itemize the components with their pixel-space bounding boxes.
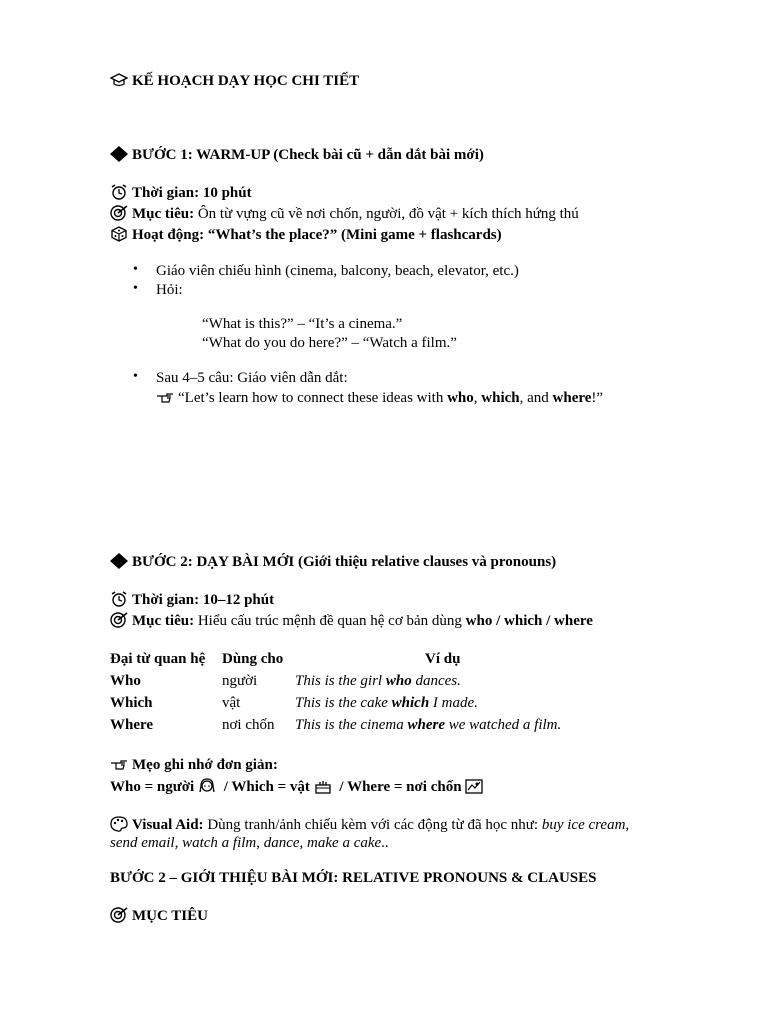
bullet-dot: • (133, 262, 138, 277)
list-item: Hỏi: (156, 282, 183, 298)
bullet-dot: • (133, 281, 138, 296)
table-cell: vật (222, 694, 241, 711)
step1-goal: Mục tiêu: Ôn từ vựng cũ về nơi chốn, người, đồ vật + kích thích hứng thú (110, 205, 579, 223)
cake-icon (314, 778, 332, 794)
target-icon (110, 612, 128, 628)
table-cell: Who (110, 672, 141, 689)
table-cell: This is the girl who dances. (295, 672, 461, 689)
bullet-dot: • (133, 369, 138, 384)
table-cell: This is the cake which I made. (295, 694, 478, 711)
graduation-cap-icon (110, 72, 128, 88)
target-icon (110, 907, 128, 923)
question-2: “What do you do here?” – “Watch a film.” (202, 335, 457, 351)
table-cell: This is the cinema where we watched a film. (295, 716, 562, 733)
table-row (110, 670, 561, 692)
tip-line: Who = người / Which = vật / Where = nơi chốn (110, 778, 487, 796)
step2-time: Thời gian: 10–12 phút (110, 591, 274, 609)
table-cell: Where (110, 716, 154, 733)
pointing-hand-icon (110, 756, 128, 772)
tip-heading: Mẹo ghi nhớ đơn giản: (110, 756, 278, 774)
table-header: Ví dụ (425, 650, 461, 667)
diamond-icon (110, 553, 128, 569)
table-header: Đại từ quan hệ (110, 650, 206, 667)
girl-icon (198, 778, 216, 794)
alarm-clock-icon (110, 591, 128, 607)
visual-aid-continued: send email, watch a film, dance, make a cake.. (110, 835, 389, 851)
lead-in-quote: “Let’s learn how to connect these ideas with who, which, and where!” (156, 389, 603, 407)
map-icon (465, 778, 483, 794)
visual-aid: Visual Aid: Dùng tranh/ảnh chiếu kèm với các động từ đã học như: buy ice cream, (110, 816, 629, 834)
page-title: KẾ HOẠCH DẠY HỌC CHI TIẾT (110, 72, 359, 90)
table-cell: nơi chốn (222, 716, 275, 733)
step2-goal: Mục tiêu: Hiểu cấu trúc mệnh đề quan hệ cơ bản dùng who / which / where (110, 612, 593, 630)
step1-activity: Hoạt động: “What’s the place?” (Mini game + flashcards) (110, 226, 502, 244)
step1-time: Thời gian: 10 phút (110, 184, 252, 202)
alarm-clock-icon (110, 184, 128, 200)
step2-heading: BƯỚC 2: DẠY BÀI MỚI (Giới thiệu relative clauses và pronouns) (110, 553, 556, 571)
pointing-hand-icon (156, 389, 174, 405)
step1-heading: BƯỚC 1: WARM-UP (Check bài cũ + dẫn dắt bài mới) (110, 146, 484, 164)
table-cell: Which (110, 694, 153, 711)
step2b-heading: BƯỚC 2 – GIỚI THIỆU BÀI MỚI: RELATIVE PRONOUNS & CLAUSES (110, 870, 597, 886)
table-row (110, 714, 561, 736)
goal-heading: MỤC TIÊU (110, 907, 208, 925)
table-cell: người (222, 672, 258, 689)
diamond-icon (110, 146, 128, 162)
table-row (110, 692, 561, 714)
table-header-row (110, 648, 561, 670)
table-header: Dùng cho (222, 650, 284, 667)
relative-pronouns-table (110, 648, 561, 736)
palette-icon (110, 816, 128, 832)
list-item: Giáo viên chiếu hình (cinema, balcony, beach, elevator, etc.) (156, 263, 519, 279)
target-icon (110, 205, 128, 221)
question-1: “What is this?” – “It’s a cinema.” (202, 316, 403, 332)
list-item: Sau 4–5 câu: Giáo viên dẫn dắt: (156, 370, 348, 386)
dice-icon (110, 226, 128, 242)
